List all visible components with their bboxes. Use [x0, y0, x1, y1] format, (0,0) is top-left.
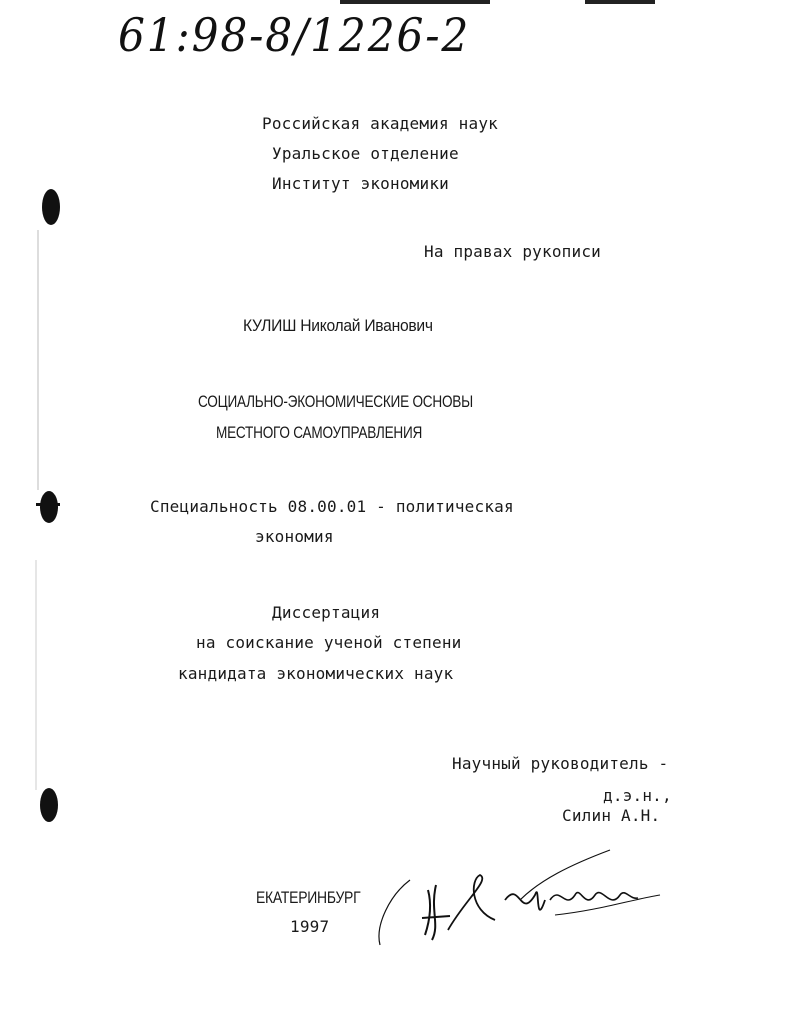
supervisor-degree: д.э.н., — [603, 786, 672, 805]
scan-edge-mark — [585, 0, 655, 4]
thesis-title-line2: МЕСТНОГО САМОУПРАВЛЕНИЯ — [216, 423, 423, 442]
institute-name: Институт экономики — [272, 174, 449, 193]
supervisor-name: Силин А.Н. — [562, 806, 661, 825]
specialty-line1: Специальность 08.00.01 - политическая — [150, 497, 514, 516]
binding-hole — [40, 788, 58, 822]
year: 1997 — [290, 917, 330, 936]
scan-edge-mark — [340, 0, 490, 4]
degree-line3: кандидата экономических наук — [178, 664, 454, 683]
specialty-line2: экономия — [255, 527, 334, 546]
binding-hole — [42, 189, 60, 225]
city: ЕКАТЕРИНБУРГ — [256, 888, 361, 907]
thesis-title-line1: СОЦИАЛЬНО-ЭКОНОМИЧЕСКИЕ ОСНОВЫ — [198, 392, 473, 411]
supervisor-label: Научный руководитель - — [452, 754, 669, 773]
archive-number: 61:98-8/1226-2 — [118, 8, 471, 62]
degree-line1: Диссертация — [272, 603, 381, 622]
author-name: КУЛИШ Николай Иванович — [243, 316, 433, 335]
branch-name: Уральское отделение — [272, 144, 459, 163]
binding-tick — [36, 503, 60, 506]
binding-hole — [40, 491, 58, 523]
academy-name: Российская академия наук — [262, 114, 498, 133]
manuscript-note: На правах рукописи — [424, 242, 601, 261]
binding-holes — [0, 0, 80, 1034]
degree-line2: на соискание ученой степени — [196, 633, 462, 652]
handwritten-signature — [370, 840, 670, 960]
